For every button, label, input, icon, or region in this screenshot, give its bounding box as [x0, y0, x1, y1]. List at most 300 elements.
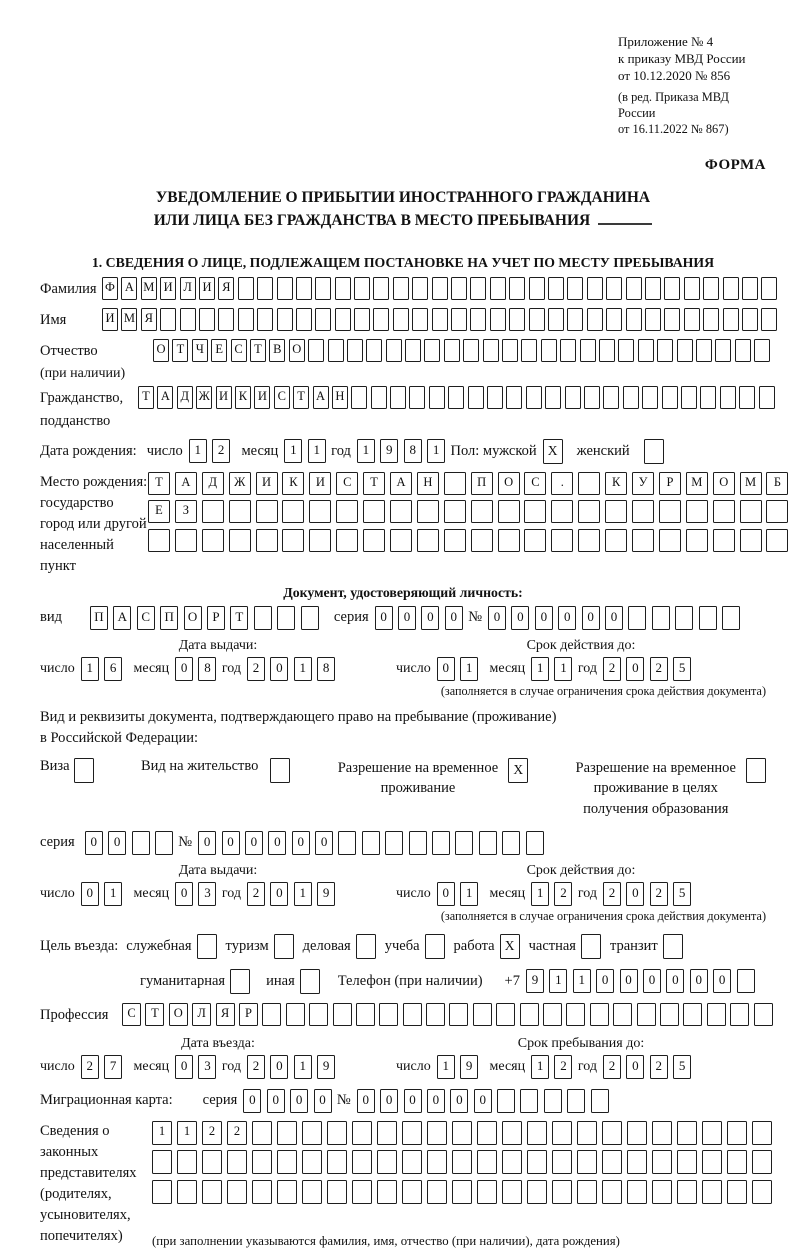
char-cell[interactable]: М: [121, 308, 137, 331]
char-cell[interactable]: [377, 1121, 397, 1145]
char-cell[interactable]: [471, 529, 493, 552]
char-cell[interactable]: [551, 529, 573, 552]
char-cell[interactable]: Д: [202, 472, 224, 495]
char-cell[interactable]: [502, 1121, 522, 1145]
char-cell[interactable]: [652, 606, 670, 630]
char-cell[interactable]: 0: [108, 831, 126, 855]
char-cell[interactable]: [229, 529, 251, 552]
char-cell[interactable]: [632, 500, 654, 523]
char-cell[interactable]: [177, 1180, 197, 1204]
char-cell[interactable]: [309, 529, 331, 552]
char-cell[interactable]: [713, 529, 735, 552]
char-cell[interactable]: [352, 1121, 372, 1145]
char-cell[interactable]: [262, 1003, 281, 1026]
char-cell[interactable]: [471, 500, 493, 523]
char-cell[interactable]: [479, 831, 497, 855]
char-cell[interactable]: М: [686, 472, 708, 495]
char-cell[interactable]: [645, 277, 661, 300]
char-cell[interactable]: [683, 1003, 702, 1026]
char-cell[interactable]: С: [524, 472, 546, 495]
char-cell[interactable]: [602, 1150, 622, 1174]
char-cell[interactable]: [681, 386, 697, 409]
char-cell[interactable]: 2: [202, 1121, 222, 1145]
char-cell[interactable]: 1: [308, 439, 326, 463]
char-cell[interactable]: Л: [192, 1003, 211, 1026]
char-cell[interactable]: [702, 1180, 722, 1204]
char-cell[interactable]: 2: [650, 882, 668, 906]
char-cell[interactable]: 1: [531, 882, 549, 906]
char-cell[interactable]: [584, 386, 600, 409]
char-cell[interactable]: [252, 1150, 272, 1174]
char-cell[interactable]: [551, 500, 573, 523]
char-cell[interactable]: М: [740, 472, 762, 495]
char-cell[interactable]: С: [231, 339, 247, 362]
char-cell[interactable]: [335, 277, 351, 300]
char-cell[interactable]: [578, 529, 600, 552]
char-cell[interactable]: [333, 1003, 352, 1026]
char-cell[interactable]: [652, 1180, 672, 1204]
char-cell[interactable]: Т: [145, 1003, 164, 1026]
char-cell[interactable]: 0: [85, 831, 103, 855]
char-cell[interactable]: [483, 339, 499, 362]
char-cell[interactable]: О: [289, 339, 305, 362]
char-cell[interactable]: [402, 1150, 422, 1174]
char-cell[interactable]: [202, 529, 224, 552]
char-cell[interactable]: 1: [284, 439, 302, 463]
char-cell[interactable]: 0: [380, 1089, 398, 1113]
char-cell[interactable]: [527, 1121, 547, 1145]
char-cell[interactable]: 0: [643, 969, 661, 993]
char-cell[interactable]: [309, 1003, 328, 1026]
char-cell[interactable]: [277, 1180, 297, 1204]
char-cell[interactable]: А: [175, 472, 197, 495]
char-cell[interactable]: [277, 277, 293, 300]
char-cell[interactable]: [696, 339, 712, 362]
char-cell[interactable]: 2: [247, 1055, 265, 1079]
char-cell[interactable]: [354, 308, 370, 331]
char-cell[interactable]: [412, 308, 428, 331]
char-cell[interactable]: С: [274, 386, 290, 409]
char-cell[interactable]: [723, 308, 739, 331]
char-cell[interactable]: [677, 339, 693, 362]
char-cell[interactable]: 0: [620, 969, 638, 993]
char-cell[interactable]: [452, 1150, 472, 1174]
char-cell[interactable]: 2: [603, 657, 621, 681]
char-cell[interactable]: 0: [626, 1055, 644, 1079]
char-cell[interactable]: 0: [357, 1089, 375, 1113]
purpose-ucheba-checkbox[interactable]: [425, 934, 445, 959]
char-cell[interactable]: [664, 277, 680, 300]
char-cell[interactable]: Т: [138, 386, 154, 409]
char-cell[interactable]: [366, 339, 382, 362]
char-cell[interactable]: О: [498, 472, 520, 495]
char-cell[interactable]: [309, 500, 331, 523]
char-cell[interactable]: [412, 277, 428, 300]
char-cell[interactable]: 0: [450, 1089, 468, 1113]
char-cell[interactable]: .: [551, 472, 573, 495]
char-cell[interactable]: [702, 1150, 722, 1174]
char-cell[interactable]: [296, 308, 312, 331]
char-cell[interactable]: 0: [596, 969, 614, 993]
char-cell[interactable]: [752, 1150, 772, 1174]
char-cell[interactable]: [497, 1089, 515, 1113]
char-cell[interactable]: [202, 500, 224, 523]
char-cell[interactable]: [686, 500, 708, 523]
char-cell[interactable]: [686, 529, 708, 552]
char-cell[interactable]: [599, 339, 615, 362]
char-cell[interactable]: [543, 1003, 562, 1026]
char-cell[interactable]: [677, 1150, 697, 1174]
char-cell[interactable]: 1: [573, 969, 591, 993]
char-cell[interactable]: [315, 308, 331, 331]
char-cell[interactable]: А: [121, 277, 137, 300]
char-cell[interactable]: [347, 339, 363, 362]
char-cell[interactable]: 2: [212, 439, 230, 463]
char-cell[interactable]: 0: [404, 1089, 422, 1113]
char-cell[interactable]: 1: [189, 439, 207, 463]
char-cell[interactable]: [477, 1180, 497, 1204]
char-cell[interactable]: О: [153, 339, 169, 362]
char-cell[interactable]: [379, 1003, 398, 1026]
char-cell[interactable]: [328, 339, 344, 362]
char-cell[interactable]: [526, 386, 542, 409]
char-cell[interactable]: С: [137, 606, 155, 630]
char-cell[interactable]: 7: [104, 1055, 122, 1079]
female-checkbox[interactable]: [644, 439, 664, 464]
char-cell[interactable]: [277, 1150, 297, 1174]
char-cell[interactable]: З: [175, 500, 197, 523]
char-cell[interactable]: [566, 1003, 585, 1026]
char-cell[interactable]: 1: [531, 1055, 549, 1079]
char-cell[interactable]: А: [113, 606, 131, 630]
char-cell[interactable]: [336, 500, 358, 523]
char-cell[interactable]: 0: [535, 606, 553, 630]
char-cell[interactable]: [632, 529, 654, 552]
char-cell[interactable]: [664, 308, 680, 331]
char-cell[interactable]: [754, 339, 770, 362]
char-cell[interactable]: [603, 386, 619, 409]
char-cell[interactable]: 1: [152, 1121, 172, 1145]
char-cell[interactable]: 0: [558, 606, 576, 630]
char-cell[interactable]: [373, 308, 389, 331]
char-cell[interactable]: [707, 1003, 726, 1026]
char-cell[interactable]: 1: [294, 882, 312, 906]
char-cell[interactable]: О: [713, 472, 735, 495]
char-cell[interactable]: [409, 831, 427, 855]
char-cell[interactable]: [490, 308, 506, 331]
char-cell[interactable]: [402, 1180, 422, 1204]
char-cell[interactable]: [626, 308, 642, 331]
char-cell[interactable]: 0: [198, 831, 216, 855]
char-cell[interactable]: Я: [218, 277, 234, 300]
char-cell[interactable]: [373, 277, 389, 300]
char-cell[interactable]: 2: [227, 1121, 247, 1145]
char-cell[interactable]: [308, 339, 324, 362]
char-cell[interactable]: У: [632, 472, 654, 495]
char-cell[interactable]: 2: [554, 1055, 572, 1079]
char-cell[interactable]: [155, 831, 173, 855]
char-cell[interactable]: [327, 1180, 347, 1204]
char-cell[interactable]: [363, 500, 385, 523]
char-cell[interactable]: [277, 308, 293, 331]
char-cell[interactable]: [432, 308, 448, 331]
char-cell[interactable]: [702, 1121, 722, 1145]
char-cell[interactable]: О: [184, 606, 202, 630]
purpose-gumanitarnaya-checkbox[interactable]: [230, 969, 250, 994]
purpose-sluzhebnaya-checkbox[interactable]: [197, 934, 217, 959]
char-cell[interactable]: [565, 386, 581, 409]
char-cell[interactable]: 2: [650, 657, 668, 681]
char-cell[interactable]: [602, 1121, 622, 1145]
char-cell[interactable]: К: [282, 472, 304, 495]
char-cell[interactable]: [254, 606, 272, 630]
char-cell[interactable]: [727, 1150, 747, 1174]
char-cell[interactable]: [645, 308, 661, 331]
char-cell[interactable]: 1: [104, 882, 122, 906]
char-cell[interactable]: [526, 831, 544, 855]
char-cell[interactable]: [202, 1180, 222, 1204]
char-cell[interactable]: [286, 1003, 305, 1026]
char-cell[interactable]: [444, 472, 466, 495]
char-cell[interactable]: [202, 1150, 222, 1174]
char-cell[interactable]: 8: [404, 439, 422, 463]
char-cell[interactable]: 0: [270, 882, 288, 906]
char-cell[interactable]: [529, 277, 545, 300]
char-cell[interactable]: [638, 339, 654, 362]
char-cell[interactable]: [618, 339, 634, 362]
char-cell[interactable]: [567, 308, 583, 331]
char-cell[interactable]: 1: [549, 969, 567, 993]
char-cell[interactable]: [490, 277, 506, 300]
char-cell[interactable]: 1: [554, 657, 572, 681]
purpose-tranzit-checkbox[interactable]: [663, 934, 683, 959]
char-cell[interactable]: [577, 1180, 597, 1204]
char-cell[interactable]: [520, 1003, 539, 1026]
char-cell[interactable]: [715, 339, 731, 362]
char-cell[interactable]: 0: [175, 882, 193, 906]
residence-permit-checkbox[interactable]: [270, 758, 290, 783]
char-cell[interactable]: [520, 1089, 538, 1113]
char-cell[interactable]: С: [122, 1003, 141, 1026]
char-cell[interactable]: М: [141, 277, 157, 300]
char-cell[interactable]: Т: [148, 472, 170, 495]
char-cell[interactable]: [506, 386, 522, 409]
char-cell[interactable]: 2: [603, 882, 621, 906]
char-cell[interactable]: [552, 1150, 572, 1174]
char-cell[interactable]: [444, 529, 466, 552]
char-cell[interactable]: [567, 1089, 585, 1113]
purpose-inaya-checkbox[interactable]: [300, 969, 320, 994]
char-cell[interactable]: И: [160, 277, 176, 300]
char-cell[interactable]: [148, 529, 170, 552]
purpose-delovaya-checkbox[interactable]: [356, 934, 376, 959]
char-cell[interactable]: [545, 386, 561, 409]
char-cell[interactable]: [657, 339, 673, 362]
char-cell[interactable]: Д: [177, 386, 193, 409]
char-cell[interactable]: Ф: [102, 277, 118, 300]
char-cell[interactable]: [277, 1121, 297, 1145]
char-cell[interactable]: [256, 529, 278, 552]
char-cell[interactable]: 0: [437, 882, 455, 906]
char-cell[interactable]: [448, 386, 464, 409]
male-checkbox[interactable]: X: [543, 439, 563, 464]
char-cell[interactable]: [642, 386, 658, 409]
char-cell[interactable]: [502, 831, 520, 855]
char-cell[interactable]: [354, 277, 370, 300]
char-cell[interactable]: А: [313, 386, 329, 409]
char-cell[interactable]: Т: [172, 339, 188, 362]
char-cell[interactable]: [766, 500, 788, 523]
char-cell[interactable]: Р: [659, 472, 681, 495]
char-cell[interactable]: [627, 1150, 647, 1174]
char-cell[interactable]: С: [336, 472, 358, 495]
char-cell[interactable]: 8: [198, 657, 216, 681]
char-cell[interactable]: 0: [175, 1055, 193, 1079]
char-cell[interactable]: [426, 1003, 445, 1026]
char-cell[interactable]: [424, 339, 440, 362]
char-cell[interactable]: [252, 1121, 272, 1145]
char-cell[interactable]: [527, 1180, 547, 1204]
char-cell[interactable]: [403, 1003, 422, 1026]
char-cell[interactable]: [227, 1150, 247, 1174]
purpose-rabota-checkbox[interactable]: X: [500, 934, 520, 959]
char-cell[interactable]: [238, 308, 254, 331]
char-cell[interactable]: 0: [666, 969, 684, 993]
char-cell[interactable]: [427, 1121, 447, 1145]
char-cell[interactable]: [417, 529, 439, 552]
char-cell[interactable]: [405, 339, 421, 362]
char-cell[interactable]: [363, 529, 385, 552]
char-cell[interactable]: [548, 308, 564, 331]
char-cell[interactable]: 0: [375, 606, 393, 630]
char-cell[interactable]: [199, 308, 215, 331]
char-cell[interactable]: 2: [603, 1055, 621, 1079]
char-cell[interactable]: 0: [245, 831, 263, 855]
char-cell[interactable]: К: [235, 386, 251, 409]
char-cell[interactable]: Р: [207, 606, 225, 630]
char-cell[interactable]: П: [90, 606, 108, 630]
char-cell[interactable]: [713, 500, 735, 523]
char-cell[interactable]: [227, 1180, 247, 1204]
char-cell[interactable]: 9: [460, 1055, 478, 1079]
char-cell[interactable]: [727, 1121, 747, 1145]
char-cell[interactable]: [218, 308, 234, 331]
char-cell[interactable]: [229, 500, 251, 523]
char-cell[interactable]: [470, 308, 486, 331]
char-cell[interactable]: 2: [247, 657, 265, 681]
char-cell[interactable]: 1: [294, 657, 312, 681]
char-cell[interactable]: В: [269, 339, 285, 362]
char-cell[interactable]: [277, 606, 295, 630]
char-cell[interactable]: [766, 529, 788, 552]
char-cell[interactable]: Ж: [229, 472, 251, 495]
char-cell[interactable]: [427, 1180, 447, 1204]
char-cell[interactable]: [393, 277, 409, 300]
char-cell[interactable]: 3: [198, 1055, 216, 1079]
char-cell[interactable]: [591, 1089, 609, 1113]
char-cell[interactable]: [742, 308, 758, 331]
char-cell[interactable]: 0: [81, 882, 99, 906]
blank-underline[interactable]: [598, 210, 652, 225]
char-cell[interactable]: [468, 386, 484, 409]
char-cell[interactable]: [327, 1121, 347, 1145]
char-cell[interactable]: 0: [445, 606, 463, 630]
char-cell[interactable]: Л: [180, 277, 196, 300]
char-cell[interactable]: 5: [673, 882, 691, 906]
char-cell[interactable]: 0: [290, 1089, 308, 1113]
char-cell[interactable]: 0: [270, 657, 288, 681]
char-cell[interactable]: [752, 1180, 772, 1204]
char-cell[interactable]: [730, 1003, 749, 1026]
char-cell[interactable]: 8: [317, 657, 335, 681]
char-cell[interactable]: [502, 1150, 522, 1174]
char-cell[interactable]: [628, 606, 646, 630]
char-cell[interactable]: П: [471, 472, 493, 495]
char-cell[interactable]: [527, 1150, 547, 1174]
char-cell[interactable]: 0: [270, 1055, 288, 1079]
char-cell[interactable]: 2: [650, 1055, 668, 1079]
char-cell[interactable]: 0: [511, 606, 529, 630]
char-cell[interactable]: [703, 277, 719, 300]
char-cell[interactable]: [402, 1121, 422, 1145]
char-cell[interactable]: [452, 1121, 472, 1145]
char-cell[interactable]: И: [199, 277, 215, 300]
char-cell[interactable]: [677, 1180, 697, 1204]
char-cell[interactable]: 1: [460, 657, 478, 681]
char-cell[interactable]: [390, 500, 412, 523]
char-cell[interactable]: [577, 1150, 597, 1174]
char-cell[interactable]: [390, 529, 412, 552]
char-cell[interactable]: [302, 1150, 322, 1174]
char-cell[interactable]: [740, 529, 762, 552]
char-cell[interactable]: 0: [398, 606, 416, 630]
char-cell[interactable]: [660, 1003, 679, 1026]
char-cell[interactable]: [560, 339, 576, 362]
char-cell[interactable]: [627, 1121, 647, 1145]
char-cell[interactable]: [684, 308, 700, 331]
char-cell[interactable]: 0: [314, 1089, 332, 1113]
char-cell[interactable]: 2: [81, 1055, 99, 1079]
char-cell[interactable]: 0: [690, 969, 708, 993]
char-cell[interactable]: [577, 1121, 597, 1145]
char-cell[interactable]: [735, 339, 751, 362]
char-cell[interactable]: [390, 386, 406, 409]
char-cell[interactable]: [417, 500, 439, 523]
char-cell[interactable]: [627, 1180, 647, 1204]
char-cell[interactable]: Е: [211, 339, 227, 362]
char-cell[interactable]: [296, 277, 312, 300]
char-cell[interactable]: [652, 1121, 672, 1145]
char-cell[interactable]: [524, 529, 546, 552]
char-cell[interactable]: [336, 529, 358, 552]
char-cell[interactable]: 0: [474, 1089, 492, 1113]
char-cell[interactable]: Ж: [196, 386, 212, 409]
char-cell[interactable]: 0: [427, 1089, 445, 1113]
char-cell[interactable]: Н: [417, 472, 439, 495]
char-cell[interactable]: [282, 529, 304, 552]
char-cell[interactable]: [659, 529, 681, 552]
char-cell[interactable]: 1: [294, 1055, 312, 1079]
char-cell[interactable]: [720, 386, 736, 409]
char-cell[interactable]: [498, 529, 520, 552]
char-cell[interactable]: [180, 308, 196, 331]
char-cell[interactable]: [444, 339, 460, 362]
char-cell[interactable]: А: [390, 472, 412, 495]
char-cell[interactable]: Б: [766, 472, 788, 495]
char-cell[interactable]: [351, 386, 367, 409]
char-cell[interactable]: [257, 308, 273, 331]
char-cell[interactable]: 5: [673, 657, 691, 681]
